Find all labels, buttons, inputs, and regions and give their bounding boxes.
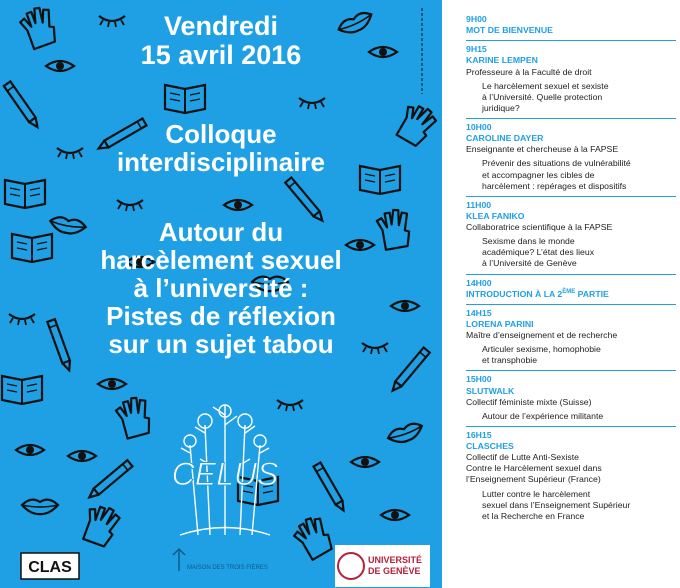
program-talk-title: Prévenir des situations de vulnérabilité et accompagner les cibles de harcèlement : repérages et dispositifs	[482, 158, 631, 191]
celus-logo-text: CELUS	[171, 456, 279, 492]
program-speaker-prefix: INTRODUCTION À LA 2	[466, 288, 563, 299]
event-title	[0, 218, 442, 358]
program-role: Collectif féministe mixte (Suisse)	[466, 396, 592, 407]
program-time: 16H15	[466, 429, 492, 440]
program-role: Professeure à la Faculté de droit	[466, 66, 592, 77]
divider	[466, 304, 676, 305]
program-speaker-sup: ÈME	[562, 288, 576, 295]
program-time: 9H00	[466, 14, 487, 24]
clas-logo-text: CLAS	[28, 559, 72, 576]
program-item	[466, 44, 676, 114]
unige-logo	[335, 545, 430, 587]
title-line2: harcèlement sexuel	[100, 245, 342, 276]
program-time: 14H00	[466, 277, 492, 288]
program-item	[466, 308, 676, 367]
program-role: Maître d’enseignement et de recherche	[466, 330, 618, 340]
event-type-line1: Colloque	[165, 119, 277, 149]
divider	[466, 274, 676, 275]
divider	[466, 40, 676, 41]
program-item	[466, 374, 676, 422]
vertical-credit	[417, 6, 427, 96]
program-speaker	[466, 289, 676, 300]
event-type	[0, 120, 442, 176]
celus-logo	[150, 395, 300, 545]
divider	[466, 370, 676, 371]
event-type-line2: interdisciplinaire	[116, 147, 326, 178]
date-day: Vendredi	[163, 11, 279, 41]
program-item	[466, 200, 676, 270]
program-role: Enseignante et chercheuse à la FAPSE	[466, 144, 619, 155]
program-item	[466, 430, 676, 522]
program-role: Collaboratrice scientifique à la FAPSE	[466, 222, 613, 232]
program-speaker: KARINE LEMPEN	[466, 55, 538, 66]
program-speaker: KLEA FANIKO	[466, 210, 525, 221]
program-time: 9H15	[466, 44, 487, 55]
clas-logo	[20, 552, 80, 580]
unige-logo-line1: UNIVERSITÉ	[368, 555, 423, 565]
program-speaker: LORENA PARINI	[466, 318, 534, 329]
program-item	[466, 278, 676, 300]
program-role: Collectif de Lutte Anti-Sexiste Contre le Harcèlement sexuel dans l’Enseignement Supérieur (France)	[466, 452, 602, 485]
date-full: 15 avril 2016	[140, 40, 302, 71]
program-schedule	[466, 14, 676, 522]
event-date	[0, 12, 442, 70]
program-talk-title: Lutter contre le harcèlement sexuel dans l’Enseignement Supérieur et la Recherche en France	[482, 488, 631, 521]
program-talk-title: Le harcèlement sexuel et sexiste à l’Université. Quelle protection juridique?	[482, 80, 609, 113]
mtf-logo-text: MAISON DES TROIS FIÈRES	[187, 565, 268, 571]
program-item	[466, 122, 676, 192]
maison-trois-fieres-logo	[165, 545, 268, 585]
program-speaker: SLUTWALK	[466, 385, 515, 396]
program-speaker: CAROLINE DAYER	[466, 133, 544, 144]
program-time: 10H00	[466, 122, 492, 132]
title-line5: sur un sujet tabou	[108, 329, 334, 360]
divider	[466, 196, 676, 197]
program-speaker: CLASCHES	[466, 441, 514, 451]
program-item	[466, 14, 676, 36]
unige-logo-line2: DE GENÈVE	[368, 566, 421, 576]
title-line3: à l’université :	[133, 273, 309, 304]
program-time: 11H00	[466, 199, 492, 210]
divider	[466, 426, 676, 427]
title-line4: Pistes de réflexion	[106, 301, 336, 332]
program-talk-title: Autour de l’expérience militante	[482, 410, 604, 421]
divider	[466, 118, 676, 119]
program-time: 14H15	[466, 307, 492, 318]
title-line1: Autour du	[158, 217, 284, 247]
program-speaker-suffix: PARTIE	[575, 288, 609, 299]
program-time: 15H00	[466, 374, 492, 385]
program-speaker: MOT DE BIENVENUE	[466, 25, 553, 36]
program-talk-title: Sexisme dans le monde académique? L’état des lieux à l’Université de Genève	[482, 236, 595, 269]
program-talk-title: Articuler sexisme, homophobie et transphobie	[482, 344, 601, 366]
